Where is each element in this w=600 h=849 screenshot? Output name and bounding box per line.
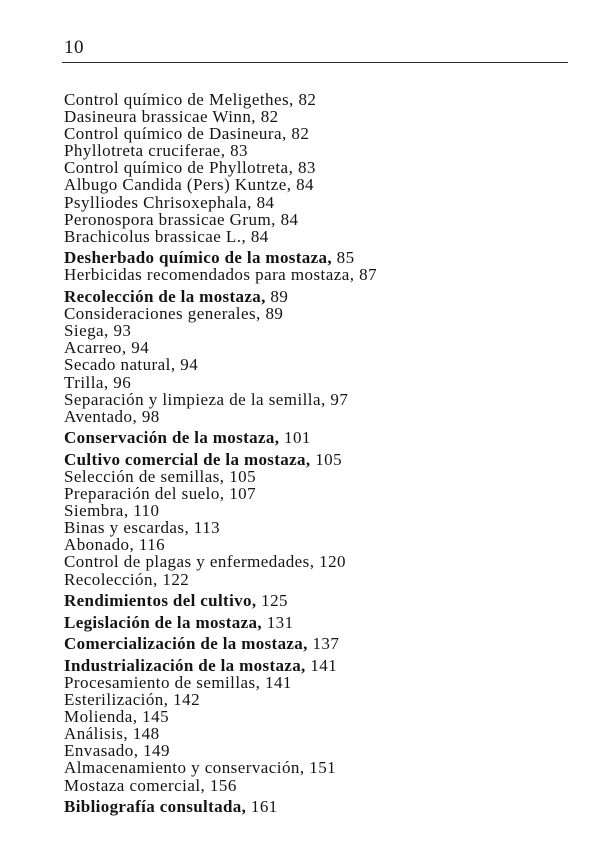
page-reference: 120	[319, 552, 346, 572]
page-reference: 107	[229, 484, 257, 504]
page-reference: 149	[143, 741, 170, 761]
page-reference: 84	[296, 175, 315, 195]
toc-entry: Abonado, 116	[64, 535, 166, 555]
section-title: Conservación de la mostaza,	[64, 428, 280, 448]
entry-title: Esterilización	[64, 690, 164, 710]
toc-entry: Psylliodes Chrisoxephala, 84	[64, 192, 275, 212]
toc-entry: Herbicidas recomendados para mostaza, 87	[64, 265, 378, 285]
toc-section-entry	[64, 429, 564, 446]
entry-title: Almacenamiento y conservación	[64, 758, 300, 778]
page-reference: 156	[209, 775, 237, 795]
entry-title: Dasineura brassicae Winn	[64, 107, 252, 127]
page-reference: 125	[261, 591, 289, 611]
page-reference: 87	[359, 265, 378, 285]
toc-entry: Análisis, 148	[64, 724, 160, 744]
toc-entry: Mostaza comercial, 156	[64, 775, 237, 795]
toc-section-entry	[64, 288, 564, 305]
page-reference: 93	[113, 321, 132, 341]
page-reference: 83	[230, 141, 248, 161]
toc-entry: Control de plagas y enfermedades, 120	[64, 552, 346, 572]
page-reference: 96	[113, 372, 132, 392]
toc-entry: Siembra, 110	[64, 501, 160, 521]
entry-title: Abonado	[64, 535, 130, 555]
page-reference: 89	[270, 287, 289, 307]
toc-entry: Phyllotreta cruciferae, 83	[64, 141, 248, 161]
header-rule	[62, 62, 568, 63]
page-reference: 113	[193, 518, 221, 538]
table-of-contents	[64, 91, 564, 815]
toc-section-entry	[64, 657, 564, 674]
page-reference: 110	[133, 501, 160, 521]
page-reference: 85	[336, 248, 355, 268]
toc-section-entry	[64, 249, 564, 266]
entry-title: Brachicolus brassicae L.	[64, 226, 242, 246]
page-reference: 141	[265, 673, 292, 692]
toc-section-entry	[64, 635, 564, 652]
section-title: Rendimientos del cultivo,	[64, 591, 257, 611]
entry-title: Preparación del suelo	[64, 484, 220, 504]
toc-entry: Consideraciones generales, 89	[64, 304, 284, 324]
toc-entry: Preparación del suelo, 107	[64, 484, 257, 504]
toc-entry: Molienda, 145	[64, 707, 170, 727]
section-title: Bibliografía consultada,	[64, 797, 247, 817]
toc-section-entry	[64, 451, 564, 468]
section-title: Desherbado químico de la mostaza,	[64, 248, 332, 268]
page-reference: 84	[256, 192, 275, 212]
entry-title: Análisis	[64, 724, 124, 744]
toc-section-entry	[64, 798, 564, 815]
toc-entry: Trilla, 96	[64, 372, 132, 392]
entry-title: Consideraciones generales	[64, 304, 257, 324]
page-reference: 116	[138, 535, 166, 555]
page-reference: 137	[312, 634, 340, 654]
section-title: Cultivo comercial de la mostaza,	[64, 449, 311, 469]
page-number: 10	[64, 37, 84, 58]
entry-title: Control químico de Dasineura	[64, 124, 282, 144]
page-reference: 101	[284, 428, 311, 448]
page-reference: 89	[265, 304, 284, 324]
entry-title: Envasado	[64, 741, 134, 761]
page-reference: 141	[310, 655, 338, 675]
page-reference: 105	[315, 449, 343, 469]
entry-title: Siega	[64, 321, 105, 341]
toc-entry: Esterilización, 142	[64, 690, 201, 710]
page-reference: 148	[132, 724, 160, 744]
entry-title: Mostaza comercial	[64, 775, 201, 795]
toc-entry: Siega, 93	[64, 321, 132, 341]
page-reference: 161	[250, 797, 278, 817]
entry-title: Molienda	[64, 707, 133, 727]
entry-title: Albugo Candida (Pers) Kuntze	[64, 175, 287, 195]
toc-entry: Control químico de Phyllotreta, 83	[64, 158, 316, 178]
page-reference: 82	[260, 107, 279, 127]
toc-entry: Peronospora brassicae Grum, 84	[64, 209, 299, 229]
page-reference: 131	[266, 612, 294, 632]
page-reference: 122	[162, 569, 190, 589]
toc-entry: Secado natural, 94	[64, 355, 199, 375]
section-title: Industrialización de la mostaza,	[64, 655, 306, 675]
page-reference: 145	[142, 707, 170, 727]
entry-title: Recolección	[64, 569, 153, 589]
entry-title: Selección de semillas	[64, 466, 220, 486]
toc-entry: Almacenamiento y conservación, 151	[64, 758, 337, 778]
toc-entry: Envasado, 149	[64, 741, 170, 761]
toc-entry: Recolección, 122	[64, 569, 190, 589]
page-reference: 151	[309, 758, 337, 778]
entry-title: Separación y limpieza de la semilla	[64, 389, 321, 409]
toc-entry: Control químico de Dasineura, 82	[64, 124, 310, 144]
page-reference: 97	[330, 389, 349, 409]
toc-section-entry	[64, 614, 564, 631]
page-reference: 82	[291, 124, 310, 144]
section-title: Recolección de la mostaza,	[64, 287, 266, 307]
page-reference: 84	[250, 226, 269, 246]
page-reference: 84	[280, 209, 299, 229]
toc-entry: Procesamiento de semillas, 141	[64, 673, 292, 692]
entry-title: Secado natural	[64, 355, 171, 375]
entry-title: Control de plagas y enfermedades	[64, 552, 310, 572]
entry-title: Trilla	[64, 372, 104, 392]
toc-section-entry	[64, 592, 564, 609]
toc-entry: Aventado, 98	[64, 406, 160, 426]
page-reference: 142	[173, 690, 201, 710]
entry-title: Acarreo	[64, 338, 122, 358]
page-reference: 94	[131, 338, 150, 358]
entry-title: Psylliodes Chrisoxephala	[64, 192, 248, 212]
entry-title: Aventado	[64, 406, 133, 426]
page-reference: 98	[141, 406, 160, 426]
toc-entry: Binas y escardas, 113	[64, 518, 221, 538]
page-reference: 94	[180, 355, 199, 375]
toc-entry: Dasineura brassicae Winn, 82	[64, 107, 279, 127]
entry-title: Binas y escardas	[64, 518, 185, 538]
toc-entry: Separación y limpieza de la semilla, 97	[64, 389, 349, 409]
entry-title: Procesamiento de semillas	[64, 673, 256, 692]
entry-title: Herbicidas recomendados para mostaza	[64, 265, 350, 285]
section-title: Comercialización de la mostaza,	[64, 634, 308, 654]
toc-entry: Selección de semillas, 105	[64, 466, 257, 486]
section-title: Legislación de la mostaza,	[64, 612, 262, 632]
entry-title: Control químico de Phyllotreta	[64, 158, 289, 178]
page-reference: 105	[229, 466, 257, 486]
toc-entry: Brachicolus brassicae L., 84	[64, 226, 269, 246]
entry-title: Peronospora brassicae Grum	[64, 209, 272, 229]
entry-title: Phyllotreta cruciferae	[64, 141, 221, 161]
entry-title: Siembra	[64, 501, 124, 521]
toc-entry: Albugo Candida (Pers) Kuntze, 84	[64, 175, 315, 195]
page-reference: 83	[297, 158, 316, 178]
toc-entry: Control químico de Meligethes, 82	[64, 90, 317, 109]
entry-title: Control químico de Meligethes	[64, 90, 290, 109]
toc-entry: Acarreo, 94	[64, 338, 150, 358]
page-reference: 82	[298, 90, 317, 109]
